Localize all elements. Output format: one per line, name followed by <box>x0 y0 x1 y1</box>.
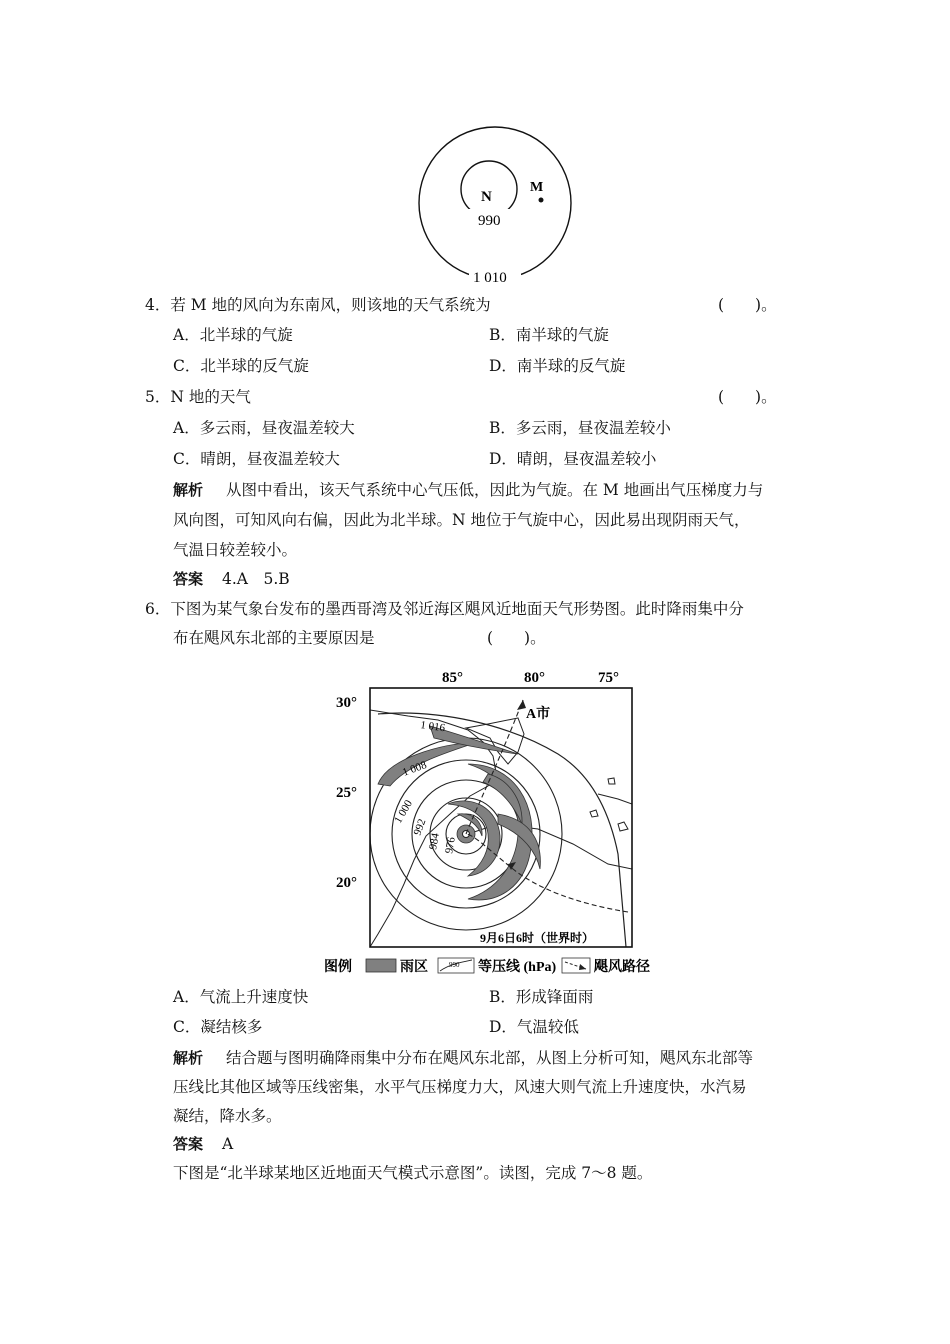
explanation-text: 凝结，降水多。 <box>173 1107 282 1125</box>
q5-stem: 5．N 地的天气 <box>145 388 251 406</box>
isobar-label: 1 008 <box>400 759 429 779</box>
legend-path-label: 飓风路径 <box>594 960 650 975</box>
q6-stem: 布在飓风东北部的主要原因是 <box>173 629 375 647</box>
answer-value: 4.A 5.B <box>222 570 290 588</box>
coastline-hispaniola <box>598 794 632 804</box>
explanation-label: 解析 <box>173 1049 204 1067</box>
time-label: 9月6日6时（世界时） <box>480 931 595 945</box>
lon-label: 80° <box>524 670 545 686</box>
explanation-text: 气温日较差较小。 <box>173 541 298 559</box>
q6-stem: 6．下图为某气象台发布的墨西哥湾及邻近海区飓风近地面天气形势图。此时降雨集中分 <box>145 600 744 618</box>
q4-option-b[interactable]: B．南半球的气旋 <box>489 326 609 344</box>
legend-isobar-sample: 990 <box>449 961 460 969</box>
isobar-label: 1 000 <box>392 798 415 826</box>
explanation-label: 解析 <box>173 481 204 499</box>
q4-option-a[interactable]: A．北半球的气旋 <box>173 326 293 344</box>
lat-label: 30° <box>336 695 357 711</box>
point-m-dot <box>539 198 544 203</box>
center-label: N <box>481 189 492 205</box>
q6-option-a[interactable]: A．气流上升速度快 <box>173 988 309 1006</box>
q5-blank: ( )。 <box>718 388 777 406</box>
path-arrow <box>517 700 526 710</box>
isobar-label: 992 <box>411 817 429 838</box>
isobar-diagram <box>405 125 585 285</box>
legend-rain-label: 雨区 <box>400 960 428 975</box>
answer-label: 答案 <box>173 570 204 588</box>
q4-option-d[interactable]: D．南半球的反气旋 <box>489 357 626 375</box>
answer-value: A <box>222 1135 234 1153</box>
q6-blank: ( )。 <box>487 629 546 647</box>
legend-title: 图例 <box>324 960 352 975</box>
legend-rain-swatch <box>366 959 396 972</box>
q5-option-b[interactable]: B．多云雨，昼夜温差较小 <box>489 419 671 437</box>
outer-isobar-circle <box>419 127 571 279</box>
q5-option-c[interactable]: C．晴朗，昼夜温差较大 <box>173 450 340 468</box>
explanation-text: 风向图，可知风向右偏，因此为北半球。N 地位于气旋中心，因此易出现阴雨天气， <box>173 511 750 529</box>
q4-stem: 4．若 M 地的风向为东南风，则该地的天气系统为 <box>145 296 491 314</box>
explanation-text: 从图中看出，该天气系统中心气压低，因此为气旋。在 M 地画出气压梯度力与 <box>226 481 764 499</box>
inner-isobar-value: 990 <box>478 213 501 229</box>
lat-label: 25° <box>336 785 357 801</box>
q5-option-a[interactable]: A．多云雨，昼夜温差较大 <box>173 419 355 437</box>
lon-label: 85° <box>442 670 463 686</box>
q4-blank: ( )。 <box>718 296 777 314</box>
legend-isobar-label: 等压线 (hPa) <box>478 960 557 975</box>
q6-option-b[interactable]: B．形成锋面雨 <box>489 988 594 1006</box>
hurricane-map <box>318 664 668 984</box>
q6-option-c[interactable]: C．凝结核多 <box>173 1018 263 1036</box>
city-label: A市 <box>526 707 551 722</box>
outer-isobar-value: 1 010 <box>473 270 507 285</box>
isobar-label: 1 016 <box>419 719 446 735</box>
explanation-text: 结合题与图明确降雨集中分布在飓风东北部，从图上分析可知，飓风东北部等 <box>226 1049 754 1067</box>
isobar-label: 976 <box>443 836 458 855</box>
rain-band <box>378 742 478 786</box>
q78-intro: 下图是“北半球某地区近地面天气模式示意图”。读图，完成 7～8 题。 <box>173 1164 653 1182</box>
q5-option-d[interactable]: D．晴朗，昼夜温差较小 <box>489 450 657 468</box>
lat-label: 20° <box>336 875 357 891</box>
explanation-text: 压线比其他区域等压线密集，水平气压梯度力大，风速大则气流上升速度快，水汽易 <box>173 1078 747 1096</box>
hurricane-forecast-path <box>466 700 523 834</box>
lon-label: 75° <box>598 670 619 686</box>
point-m-label: M <box>530 180 544 195</box>
answer-label: 答案 <box>173 1135 204 1153</box>
isobar-label: 984 <box>427 832 442 851</box>
q4-option-c[interactable]: C．北半球的反气旋 <box>173 357 309 375</box>
q6-option-d[interactable]: D．气温较低 <box>489 1018 579 1036</box>
